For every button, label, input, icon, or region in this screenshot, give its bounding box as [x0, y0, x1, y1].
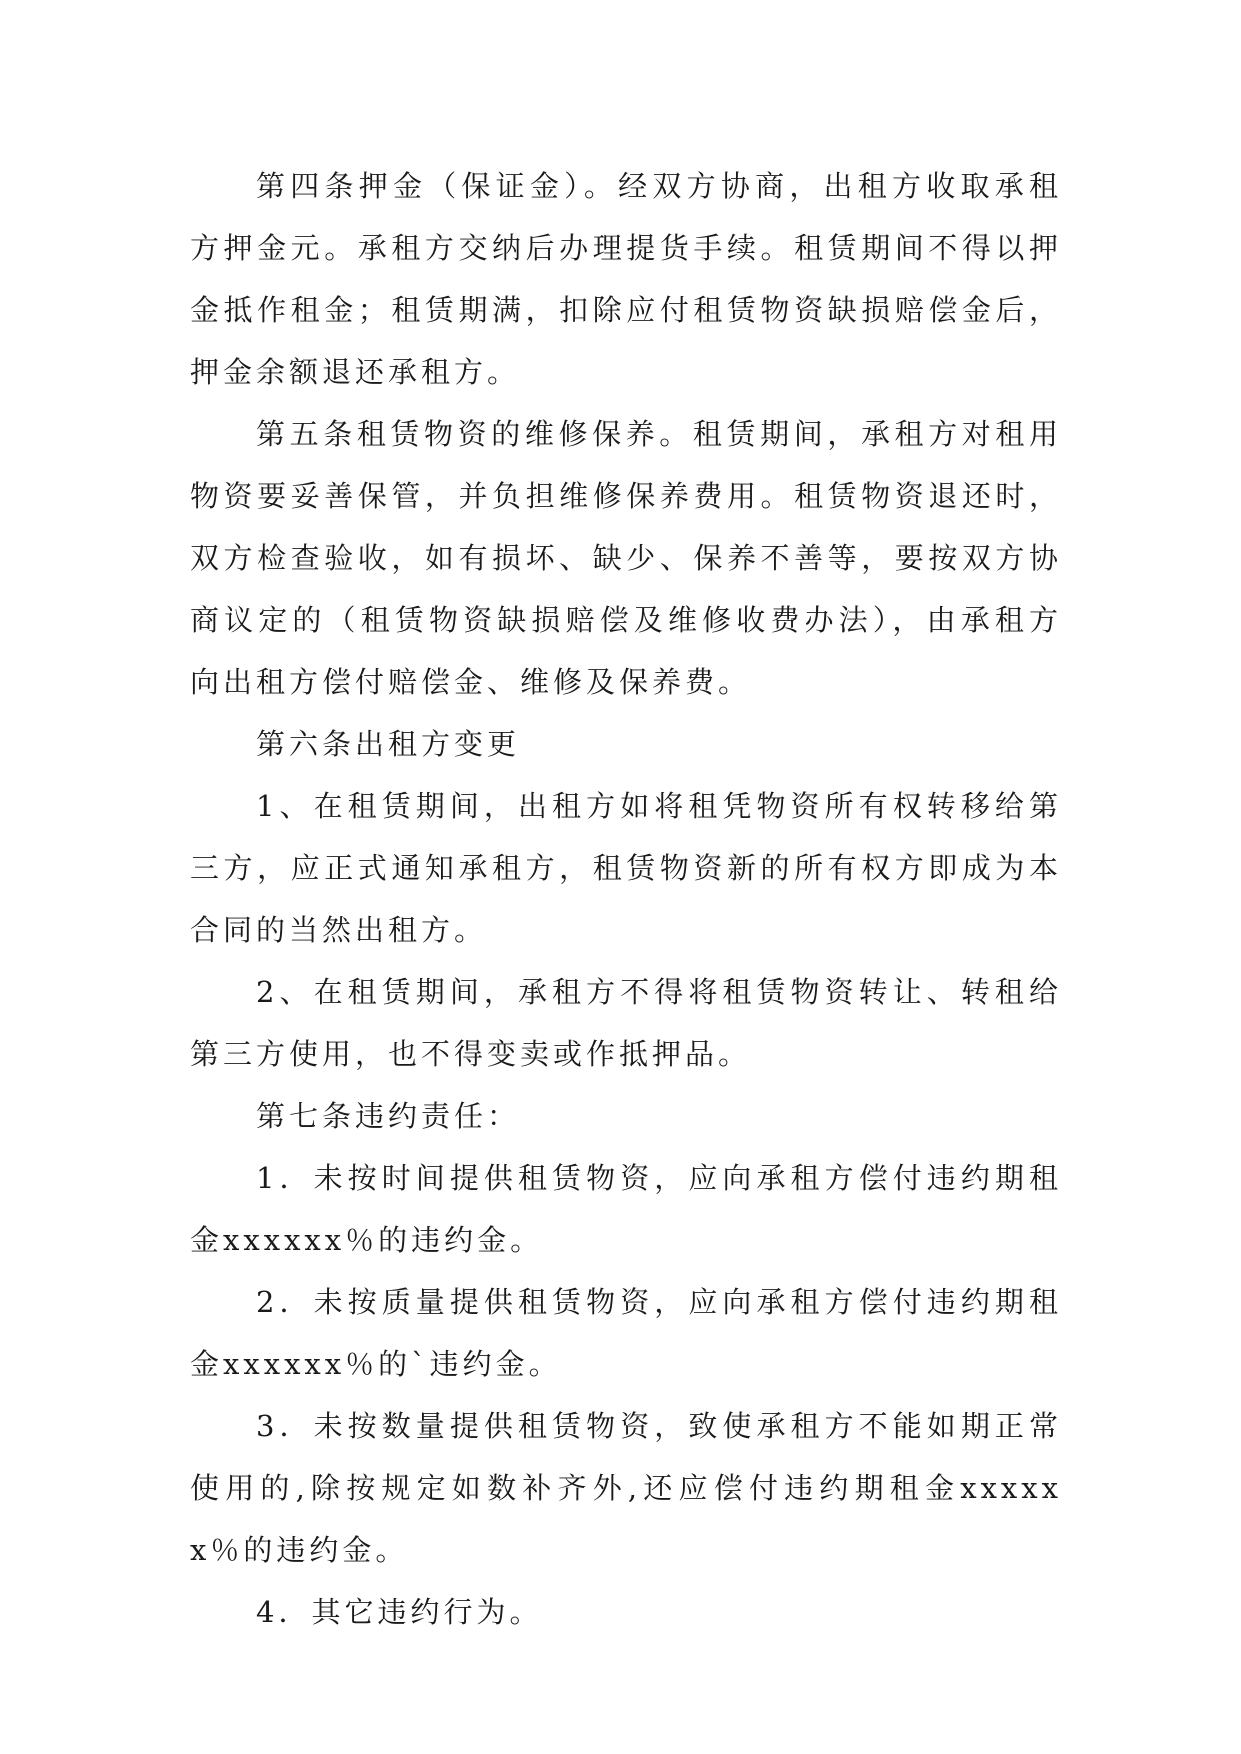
paragraph-article-6-item-2: 2、在租赁期间，承租方不得将租赁物资转让、转租给第三方使用，也不得变卖或作抵押品。 [190, 975, 1062, 1071]
document-body [190, 155, 1062, 1643]
paragraph-article-5-maintenance: 第五条租赁物资的维修保养。租赁期间，承租方对租用物资要妥善保管，并负担维修保养费用。租赁物资退还时，双方检查验收，如有损坏、缺少、保养不善等，要按双方协商议定的（租赁物资缺损赔偿及维修收费办法），由承租方向出租方偿付赔偿金、维修及保养费。 [190, 417, 1062, 699]
paragraph-article-7-item-2: 2．未按质量提供租赁物资，应向承租方偿付违约期租金xxxxxx％的`违约金。 [190, 1285, 1062, 1381]
paragraph-article-7-item-4: 4．其它违约行为。 [256, 1595, 543, 1629]
paragraph-article-7-item-3: 3．未按数量提供租赁物资，致使承租方不能如期正常使用的,除按规定如数补齐外,还应偿付违约期租金xxxxxx％的违约金。 [190, 1409, 1062, 1567]
paragraph-article-6-item-1: 1、在租赁期间，出租方如将租凭物资所有权转移给第三方，应正式通知承租方，租赁物资新的所有权方即成为本合同的当然出租方。 [190, 789, 1062, 947]
paragraph-article-4-deposit: 第四条押金（保证金）。经双方协商，出租方收取承租方押金元。承租方交纳后办理提货手续。租赁期间不得以押金抵作租金；租赁期满，扣除应付租赁物资缺损赔偿金后，押金余额退还承租方。 [190, 169, 1062, 389]
paragraph-article-6-heading: 第六条出租方变更 [256, 727, 521, 761]
paragraph-article-7-heading: 第七条违约责任： [256, 1099, 521, 1133]
paragraph-article-7-item-1: 1．未按时间提供租赁物资，应向承租方偿付违约期租金xxxxxx％的违约金。 [190, 1161, 1062, 1257]
